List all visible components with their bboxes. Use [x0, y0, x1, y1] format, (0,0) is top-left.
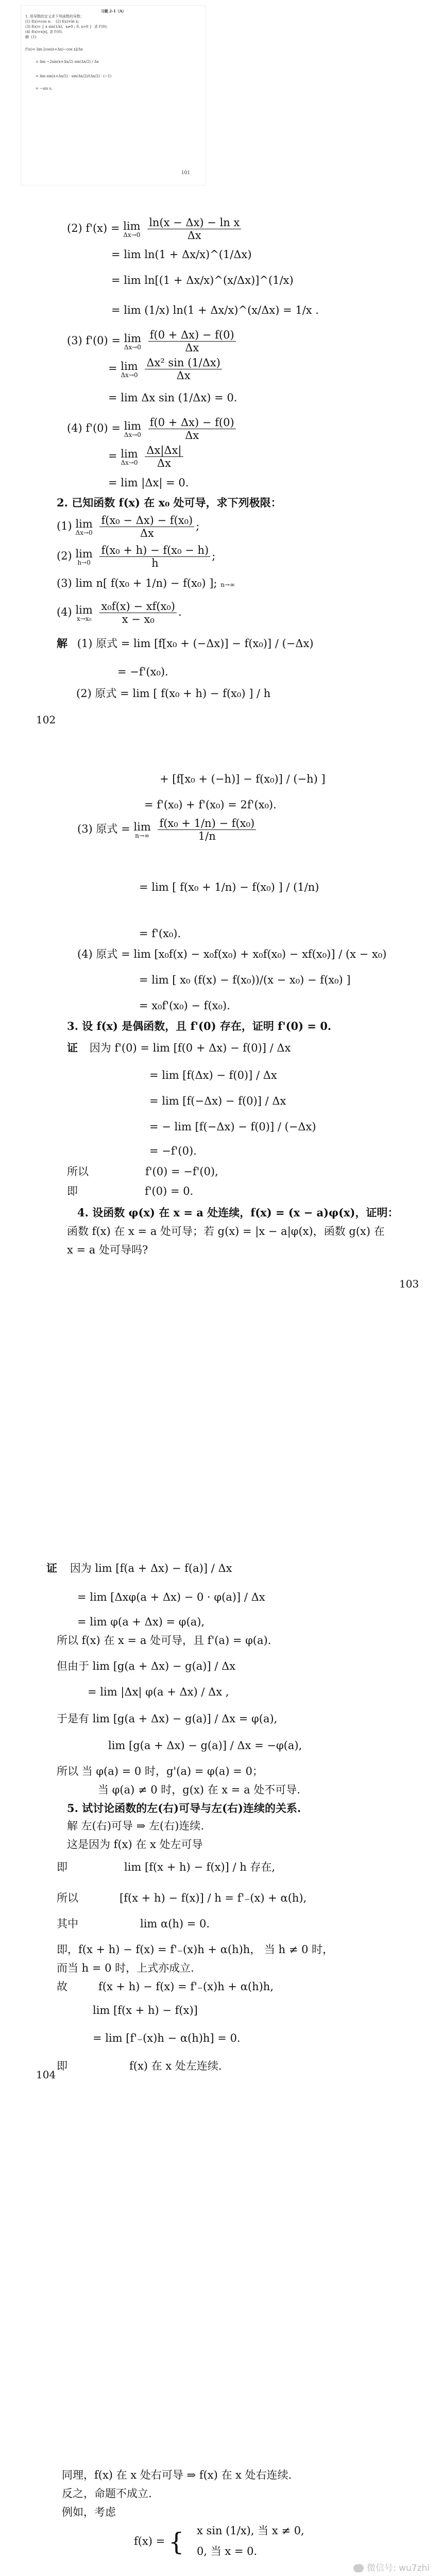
- page-number: 104: [36, 2069, 56, 2081]
- proof-3-line-4: = − lim [f(−Δx) − f(0)] / (−Δx): [149, 1121, 316, 1133]
- q4-line-3: = lim |Δx| = 0.: [108, 477, 189, 489]
- p3-line-1: + [f[x₀ + (−h)] − f(x₀)] / (−h) ]: [160, 773, 326, 785]
- proof-4-line-1: 证 因为 lim [f(a + Δx) − f(a)] / Δx: [46, 1562, 232, 1574]
- page-3: [0, 762, 443, 1515]
- q3-line-3: = lim Δx sin (1/Δx) = 0.: [108, 392, 237, 404]
- solution-5-line-7: 而当 h = 0 时，上式亦成立.: [57, 1962, 194, 1974]
- solution-5-line-11: 即 f(x) 在 x 处左连续.: [57, 2060, 222, 2072]
- proof-4-line-6: = lim |Δx| φ(a + Δx) / Δx ,: [88, 1686, 229, 1698]
- page-number: 101: [181, 171, 190, 176]
- page-1-header: 习题 2-1（A）: [100, 9, 126, 13]
- problem-2-title: 2. 已知函数 f(x) 在 x₀ 处可导，求下列极限：: [57, 496, 282, 509]
- p3-line-3: (3) 原式 = lim n→∞ $\frac{\text{f(x₀ + 1/n) − f(x₀)}}{1/n}$: [77, 817, 258, 842]
- problem-4-line-2: 函数 f(x) 在 x = a 处可导；若 g(x) = |x − a|φ(x)，函数 g(x) 在: [67, 1225, 385, 1238]
- proof-4-line-10: 当 φ(a) ≠ 0 时，g(x) 在 x = a 处不可导.: [98, 1784, 300, 1796]
- proof-4-line-3: = lim φ(a + Δx) = φ(a),: [77, 1616, 205, 1628]
- page-1-line: f'(x)= lim [cos(x+Δx)−cos x]/Δx: [25, 47, 83, 52]
- page-1-line: = lim −2sin(x+Δx/2) sin(Δx/2) / Δx: [36, 60, 99, 64]
- page-1-line: (4) f(x)=x|x|, 求 f'(0).: [25, 30, 63, 34]
- problem-2-item-4: (4) lim x→x₀ $\frac{\text{x₀f(x) − xf(x₀)}}{\text{x − x₀}}$ .: [57, 600, 182, 625]
- page-number: 103: [399, 1278, 419, 1290]
- p5-line-1: 同理，f(x) 在 x 处右可导 ⇒ f(x) 在 x 处右连续.: [62, 2469, 292, 2481]
- page-1-line: = −sin x.: [36, 87, 53, 91]
- q2-line-3: = lim ln[(1 + Δx/x)^(x/Δx)]^(1/x): [111, 274, 294, 286]
- proof-3-ie: 即 f'(0) = 0.: [67, 1185, 194, 1197]
- solution-5-line-4: 所以 [f(x + h) − f(x)] / h = f'₋(x) + α(h),: [57, 1892, 307, 1904]
- p5-piecewise: f(x) = {: [134, 2528, 184, 2556]
- q3-line-2: = lim Δx→0 $\frac{\text{Δx² sin (1/Δx)}}{\Delta x}$: [108, 357, 224, 382]
- solution-5-line-6: 即，f(x + h) − f(x) = f'₋(x)h + α(h)h， 当 h ≠ 0 时，: [57, 1943, 334, 1956]
- left-brace: {: [168, 2528, 184, 2556]
- proof-4-line-7: 于是有 lim [g(a + Δx) − g(a)] / Δx = φ(a),: [57, 1713, 278, 1725]
- solution-5-line-2: 这是因为 f(x) 在 x 处左可导: [67, 1838, 203, 1851]
- page-1-line: (1) f(x)=cos x; (2) f(x)=ln x;: [25, 20, 79, 24]
- p3-line-5: = f'(x₀).: [139, 927, 181, 940]
- proof-3-line-5: = −f'(0).: [149, 1145, 197, 1157]
- proof-3-line-1: 证 因为 f'(0) = lim [f(0 + Δx) − f(0)] / Δx: [67, 1041, 291, 1054]
- proof-3-so: 所以 f'(0) = −f'(0),: [67, 1165, 218, 1178]
- problem-3-title: 3. 设 f(x) 是偶函数，且 f'(0) 存在，证明 f'(0) = 0.: [67, 1020, 332, 1032]
- proof-4-line-8: lim [g(a + Δx) − g(a)] / Δx = −φ(a),: [108, 1739, 302, 1752]
- p3-line-8: = x₀f'(x₀) − f(x₀).: [139, 999, 230, 1012]
- q3-line-1: (3) f'(0) = lim Δx→0 $\frac{f(0 + \Delta x) - f(0)}{\Delta x}$: [67, 329, 237, 354]
- page-4: [0, 1510, 443, 2349]
- q4-line-1: (4) f'(0) = lim Δx→0 $\frac{f(0 + \Delta x) - f(0)}{\Delta x}$: [67, 416, 237, 442]
- page-number: 102: [36, 714, 56, 726]
- q2-line-2: = lim ln(1 + Δx/x)^(1/Δx): [111, 248, 252, 261]
- problem-4-title: 4. 设函数 φ(x) 在 x = a 处连续，f(x) = (x − a)φ(x)，证明：: [77, 1206, 399, 1219]
- page-1-line: = lim sin(x+Δx/2) · sin(Δx/2)/(Δx/2) · (−1): [36, 74, 112, 78]
- problem-4-line-3: x = a 处可导吗?: [67, 1244, 148, 1256]
- p3-line-6: (4) 原式 = lim [x₀f(x) − x₀f(x₀) + x₀f(x₀) − xf(x₀)] / (x − x₀): [77, 948, 387, 960]
- solution-5-line-9: lim [f(x + h) − f(x)]: [93, 2004, 198, 2016]
- solution-label: 解: [57, 637, 67, 650]
- problem-2-item-3: (3) lim n[ f(x₀ + 1/n) − f(x₀) ]; n→∞: [57, 577, 235, 589]
- proof-4-line-5: 但由于 lim [g(a + Δx) − g(a)] / Δx: [57, 1660, 236, 1672]
- solution-5-line-10: = lim [f'₋(x)h − α(h)h] = 0.: [93, 2032, 241, 2044]
- watermark: 微信号: wu7zhi: [353, 2561, 430, 2573]
- q2-line-4: = lim (1/x) ln(1 + Δx/x)^(x/Δx) = 1/x .: [111, 304, 319, 316]
- q4-line-2: = lim Δx→0 $\frac{\Delta x|\Delta x|}{\Delta x}$: [108, 444, 185, 469]
- solution-5-line-3: 即 lim [f(x + h) − f(x)] / h 存在,: [57, 1861, 276, 1873]
- solution-2-2: (2) 原式 = lim [ f(x₀ + h) − f(x₀) ] / h: [76, 687, 271, 700]
- p5-case-1: x sin (1/x), 当 x ≠ 0,: [197, 2524, 304, 2537]
- solution-5-line-1: 解 左(右)可导 ⇒ 左(右)连续.: [67, 1820, 205, 1832]
- proof-4-line-4: 所以 f(x) 在 x = a 处可导，且 f'(a) = φ(a).: [57, 1634, 271, 1647]
- page-1: [0, 0, 443, 196]
- solution-5-line-8: 故 f(x + h) − f(x) = f'₋(x)h + α(h)h,: [57, 1980, 274, 1993]
- proof-4-line-2: = lim [Δxφ(a + Δx) − 0 · φ(a)] / Δx: [77, 1591, 265, 1603]
- p3-line-2: = f'(x₀) + f'(x₀) = 2f'(x₀).: [144, 799, 277, 811]
- proof-3-line-3: = lim [f(−Δx) − f(0)] / Δx: [149, 1095, 286, 1107]
- page-2: [0, 206, 443, 747]
- solution-5-line-5: 其中 lim α(h) = 0.: [57, 1918, 210, 1930]
- q2-line-1: (2) f'(x) = lim Δx→0 $\frac{\text{ln(x − Δx) − ln x}}{\Delta x}$: [67, 216, 243, 242]
- proof-4-line-9: 所以 当 φ(a) = 0 时，g'(a) = φ(a) = 0；: [57, 1765, 263, 1777]
- page-1-line: (3) f(x)= { x sin(1/x), x≠0 ; 0, x=0 } 求 f'(0);: [25, 25, 108, 29]
- p5-line-3: 例如，考虑: [62, 2506, 116, 2518]
- problem-2-item-1: (1) lim Δx→0 $\frac{\text{f(x₀ − Δx) − f(x₀)}}{\Delta x}$ ;: [57, 514, 200, 539]
- problem-2-item-2: (2) lim h→0 $\frac{\text{f(x₀ + h) − f(x₀ − h)}}{h}$ ;: [57, 544, 216, 569]
- page-1-line: 解 (1): [25, 35, 37, 39]
- p3-line-4: = lim [ f(x₀ + 1/n) − f(x₀) ] / (1/n): [139, 881, 319, 893]
- p3-line-7: = lim [ x₀ (f(x) − f(x₀))/(x − x₀) − f(x₀) ]: [139, 974, 351, 986]
- page-5: [0, 2349, 443, 2576]
- proof-3-line-2: = lim [f(Δx) − f(0)] / Δx: [149, 1069, 277, 1081]
- page-1-body: [21, 5, 206, 185]
- solution-2-1: 解 (1) 原式 = lim [f[x₀ + (−Δx)] − f(x₀)] / (−Δx): [57, 637, 314, 650]
- wechat-icon: [353, 2564, 364, 2572]
- problem-5-title: 5. 试讨论函数的左(右)可导与左(右)连续的关系.: [67, 1802, 301, 1815]
- p5-line-2: 反之，命题不成立.: [62, 2487, 152, 2500]
- page-1-line: 1. 用导数的定义求下列函数的导数：: [25, 14, 84, 19]
- p5-case-2: 0, 当 x = 0.: [197, 2545, 258, 2557]
- solution-2-1b: = −f'(x₀).: [117, 666, 168, 678]
